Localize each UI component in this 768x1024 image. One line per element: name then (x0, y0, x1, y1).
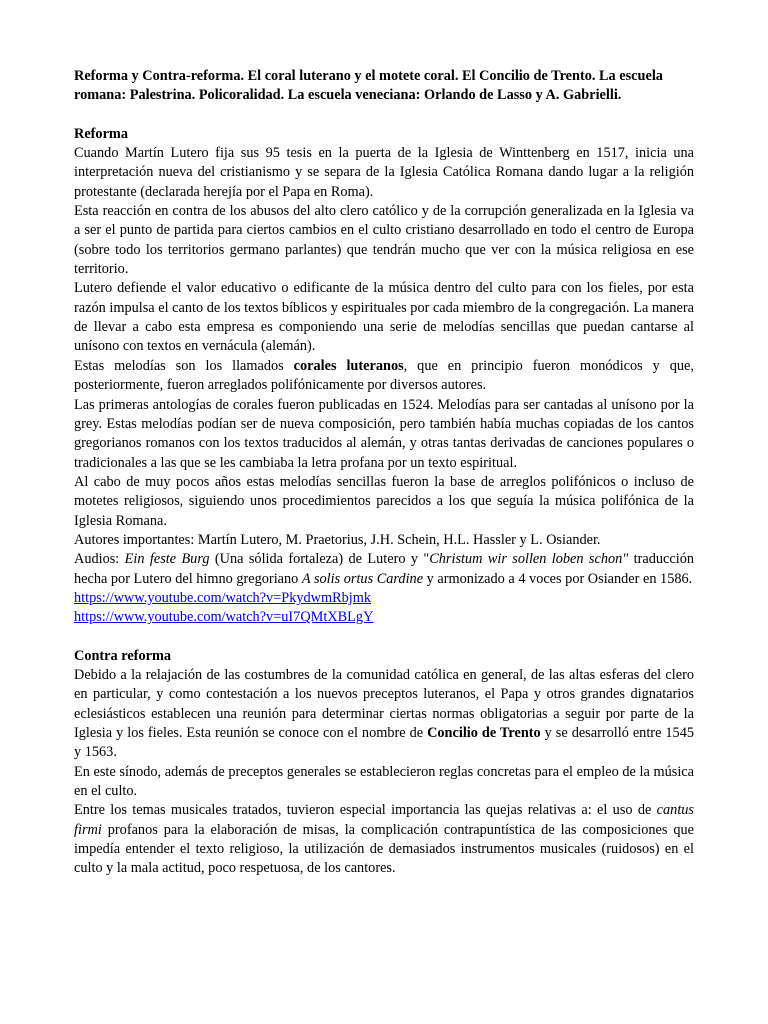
paragraph: Esta reacción en contra de los abusos del alto clero católico y de la corrupción generalizada en la Iglesia va a ser el punto de partida para ciertos cambios en el culto cristiano desarrollado en todo el centro de Europa (sobre todo los territorios germano parlantes) que tendrán mucho que ver con la música religiosa en ese territorio. (74, 203, 694, 278)
text-run: , que en principio fueron monódicos y que, posteriormente, fueron arreglados polifónicamente por diversos autores. (74, 357, 694, 394)
italic-title: Ein feste Burg (124, 551, 210, 568)
paragraph: Al cabo de muy pocos años estas melodías sencillas fueron la base de arreglos polifónicos o incluso de motetes religiosos, siguiendo unos procedimientos parecidos a los que seguía la música polifónica de la Iglesia Romana. (74, 473, 694, 529)
text-run: Audios: (74, 551, 125, 568)
text-run: (Una sólida fortaleza) de Lutero y " (209, 551, 430, 568)
paragraph (74, 357, 694, 396)
paragraph (74, 550, 694, 589)
bold-term: Concilio de Trento (427, 725, 541, 741)
text-run: Debido a la relajación de las costumbres de la comunidad católica en general, de las altas esferas del clero en particular, y como contestación a los nuevos preceptos luteranos, el Papa y otros grandes dignatarios eclesiásticos establecen una reunión para determinar ciertas normas obligatorias a seguir por parte de la Iglesia y los fieles. Esta reunión se conoce con el nombre de (74, 666, 694, 741)
youtube-link-1[interactable]: https://www.youtube.com/watch?v=PkydwmRbjmk (74, 589, 372, 606)
text-run: Estas melodías son los llamados (74, 357, 294, 374)
paragraph: Lutero defiende el valor educativo o edificante de la música dentro del culto para con los fieles, por esta razón impulsa el canto de los textos bíblicos y espirituales por cada miembro de la congregación. La manera de llevar a cabo esta empresa es componiendo una serie de melodías sencillas que puedan cantarse al unísono con textos en vernácula (alemán). (74, 280, 694, 355)
text-run: traducción hecha por Lutero del himno gregoriano (74, 551, 694, 587)
italic-title: A solis ortus Cardine (301, 570, 424, 587)
section-heading-reforma: Reforma (74, 125, 128, 142)
text-run: Entre los temas musicales tratados, tuvieron especial importancia las quejas relativas a: el uso de (74, 802, 657, 819)
paragraph: En este sínodo, además de preceptos generales se establecieron reglas concretas para el empleo de la música en el culto. (74, 763, 694, 800)
text-run: y armonizado a 4 voces por Osiander en 1586. (423, 570, 693, 587)
paragraph: Las primeras antologías de corales fueron publicadas en 1524. Melodías para ser cantadas al unísono por la grey. Estas melodías podían ser de nueva composición, pero también había muchas copiadas de los cantos gregorianos romanos con los textos traducidos al alemán, y otras tantas derivadas de canciones populares o tradicionales a las que se les cambiaba la letra profana por un texto espiritual. (74, 396, 694, 471)
paragraph: Autores importantes: Martín Lutero, M. Praetorius, J.H. Schein, H.L. Hassler y L. Osiander. (74, 531, 601, 548)
paragraph (74, 666, 694, 763)
paragraph (74, 801, 694, 878)
document-title: Reforma y Contra-reforma. El coral luterano y el motete coral. El Concilio de Trento. La escuela romana: Palestrina. Policoralidad. La escuela veneciana: Orlando de Lasso y A. Gabrielli. (74, 68, 663, 104)
bold-term: corales luteranos (293, 357, 404, 374)
text-run: profanos para la elaboración de misas, la complicación contrapuntística de las composiciones que impedía entender el texto religioso, la utilización de demasiados instrumentos musicales (ruidosos) en el culto y la mala actitud, poco respetuosa, de los cantores. (74, 821, 694, 877)
italic-term: cantus firmi (74, 802, 694, 838)
youtube-link-2[interactable]: https://www.youtube.com/watch?v=uI7QMtXBLgY (74, 609, 374, 626)
text-run: y se desarrolló entre 1545 y 1563. (74, 725, 694, 761)
section-heading-contra-reforma: Contra reforma (74, 647, 171, 664)
italic-title: Christum wir sollen loben schon" (429, 551, 629, 568)
document-body (74, 67, 694, 879)
paragraph: Cuando Martín Lutero fija sus 95 tesis en la puerta de la Iglesia de Winttenberg en 1517, inicia una interpretación nueva del cristianismo y se separa de la Iglesia Católica Romana dando lugar a la religión protestante (declarada herejía por el Papa en Roma). (74, 145, 694, 200)
